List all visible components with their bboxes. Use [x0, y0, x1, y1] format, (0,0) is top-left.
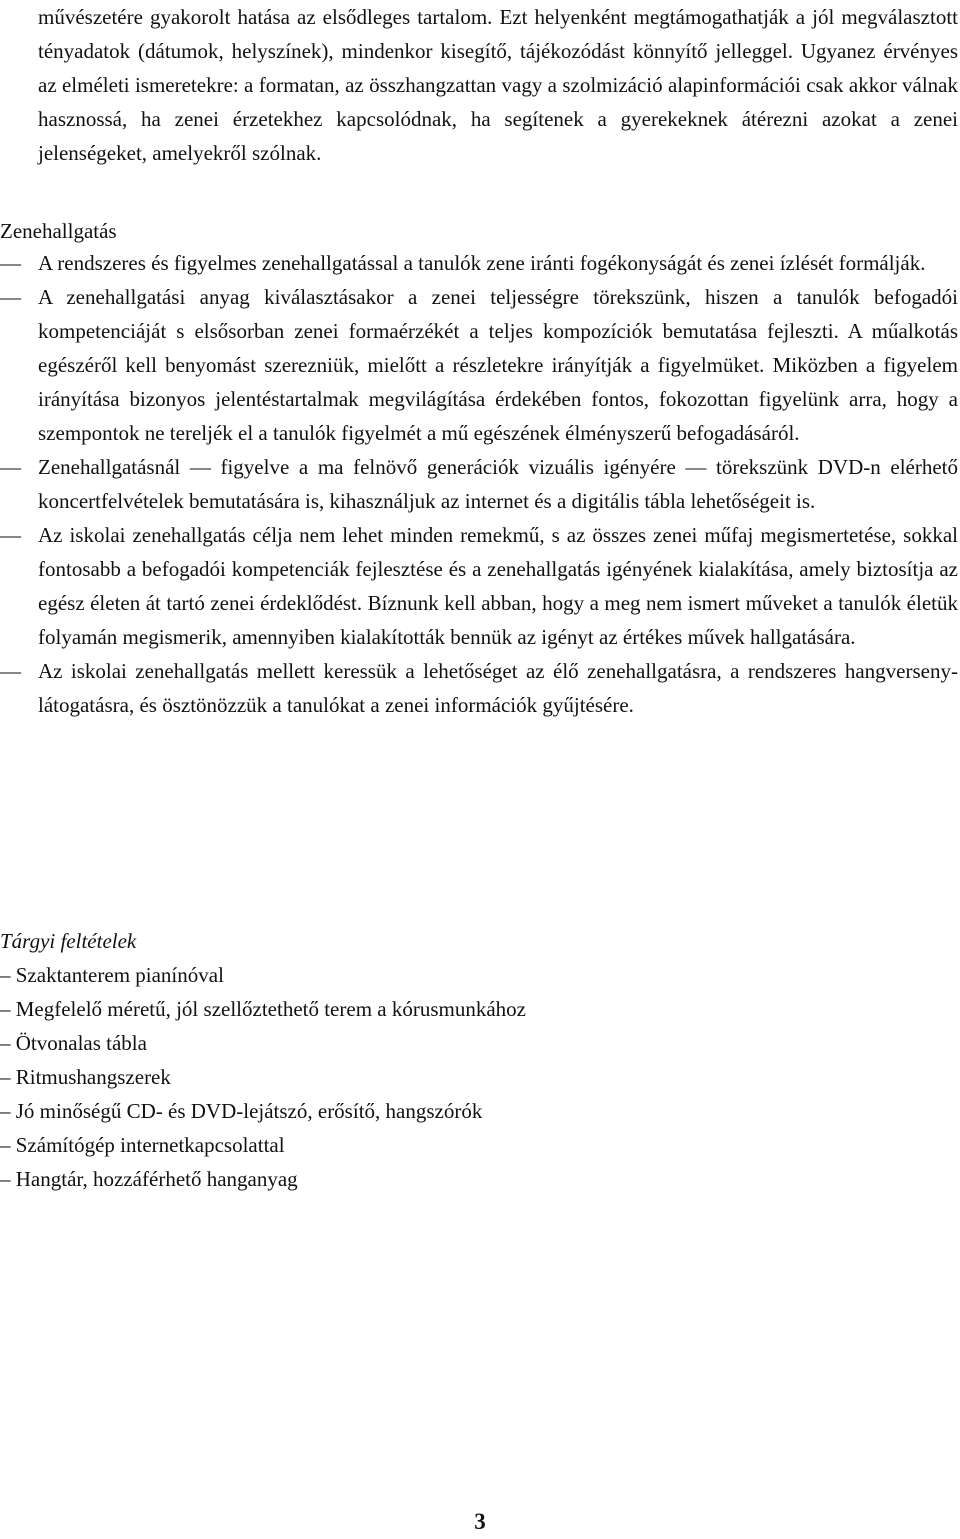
list-item [0, 450, 958, 518]
condition-item: – Megfelelő méretű, jól szellőztethető terem a kórusmunkához [0, 997, 526, 1021]
dash-bullet: — [0, 659, 21, 683]
list-item-text: A rendszeres és figyelmes zenehallgatással a tanulók zene iránti fogékonyságát és zenei ízlését formálják. [38, 251, 926, 275]
dash-bullet: — [0, 455, 21, 479]
list-item [0, 280, 958, 450]
listening-list [0, 246, 960, 722]
condition-item: – Szaktanterem pianínóval [0, 963, 224, 987]
list-item-text: Az iskolai zenehallgatás mellett keressük a lehetőséget az élő zenehallgatásra, a rendszeres hangverseny-látogatásra, és ösztönözzük a tanulókat a zenei információk gyűjtésére. [38, 659, 958, 717]
list-item [0, 246, 958, 280]
condition-item: – Ritmushangszerek [0, 1065, 171, 1089]
condition-item: – Számítógép internetkapcsolattal [0, 1133, 285, 1157]
conditions-list [0, 958, 526, 1196]
list-item-text: Zenehallgatásnál — figyelve a ma felnövő generációk vizuális igényére — törekszünk DVD-n elérhető koncertfelvételek bemutatására is, kihasználjuk az internet és a digitális tábla lehetőségeit is. [38, 455, 958, 513]
dash-bullet: — [0, 251, 21, 275]
condition-item: – Ötvonalas tábla [0, 1031, 147, 1055]
listening-heading: Zenehallgatás [0, 219, 117, 243]
list-item-text: Az iskolai zenehallgatás célja nem lehet minden remekmű, s az összes zenei műfaj megismertetése, sokkal fontosabb a befogadói kompetenciák fejlesztése és a zenehallgatás igényének kialakítása, amely biztosítja az egész életen át tartó zenei érdeklődést. Bíznunk kell abban, hogy a meg nem ismert műveket a tanulók életük folyamán megismerik, amennyiben kialakították bennük az igényt az értékes művek hallgatására. [38, 523, 958, 649]
list-item [0, 518, 958, 654]
list-item [0, 654, 958, 722]
condition-item: – Hangtár, hozzáférhető hanganyag [0, 1167, 298, 1191]
dash-bullet: — [0, 523, 21, 547]
intro-paragraph: művészetére gyakorolt hatása az elsődleges tartalom. Ezt helyenként megtámogathatják a jól megválasztott tényadatok (dátumok, helyszínek), mindenkor kisegítő, tájékozódást könnyítő jelleggel. Ugyanez érvényes az elméleti ismeretekre: a formatan, az összhangzattan vagy a szolmizáció alapinformációi csak akkor válnak hasznossá, ha zenei érzetekhez kapcsolódnak, ha segítenek a gyerekeknek átérezni azokat a zenei jelenségeket, amelyekről szólnak. [38, 5, 958, 165]
page-number: 3 [474, 1509, 486, 1534]
condition-item: – Jó minőségű CD- és DVD-lejátszó, erősítő, hangszórók [0, 1099, 483, 1123]
conditions-heading: Tárgyi feltételek [0, 929, 137, 953]
list-item-text: A zenehallgatási anyag kiválasztásakor a zenei teljességre törekszünk, hiszen a tanulók befogadói kompetenciáját s elsősorban zenei formaérzékét a teljes kompozíciók bemutatása fejleszti. A műalkotás egészéről kell benyomást szerezniük, mielőtt a részletekre irányítják a figyelmüket. Miközben a figyelem irányítása bizonyos jelentéstartalmak megvilágítása érdekében fontos, fokozottan figyelünk arra, hogy a szempontok ne tereljék el a tanulók figyelmét a mű egészének élményszerű befogadásáról. [38, 285, 958, 445]
dash-bullet: — [0, 285, 21, 309]
